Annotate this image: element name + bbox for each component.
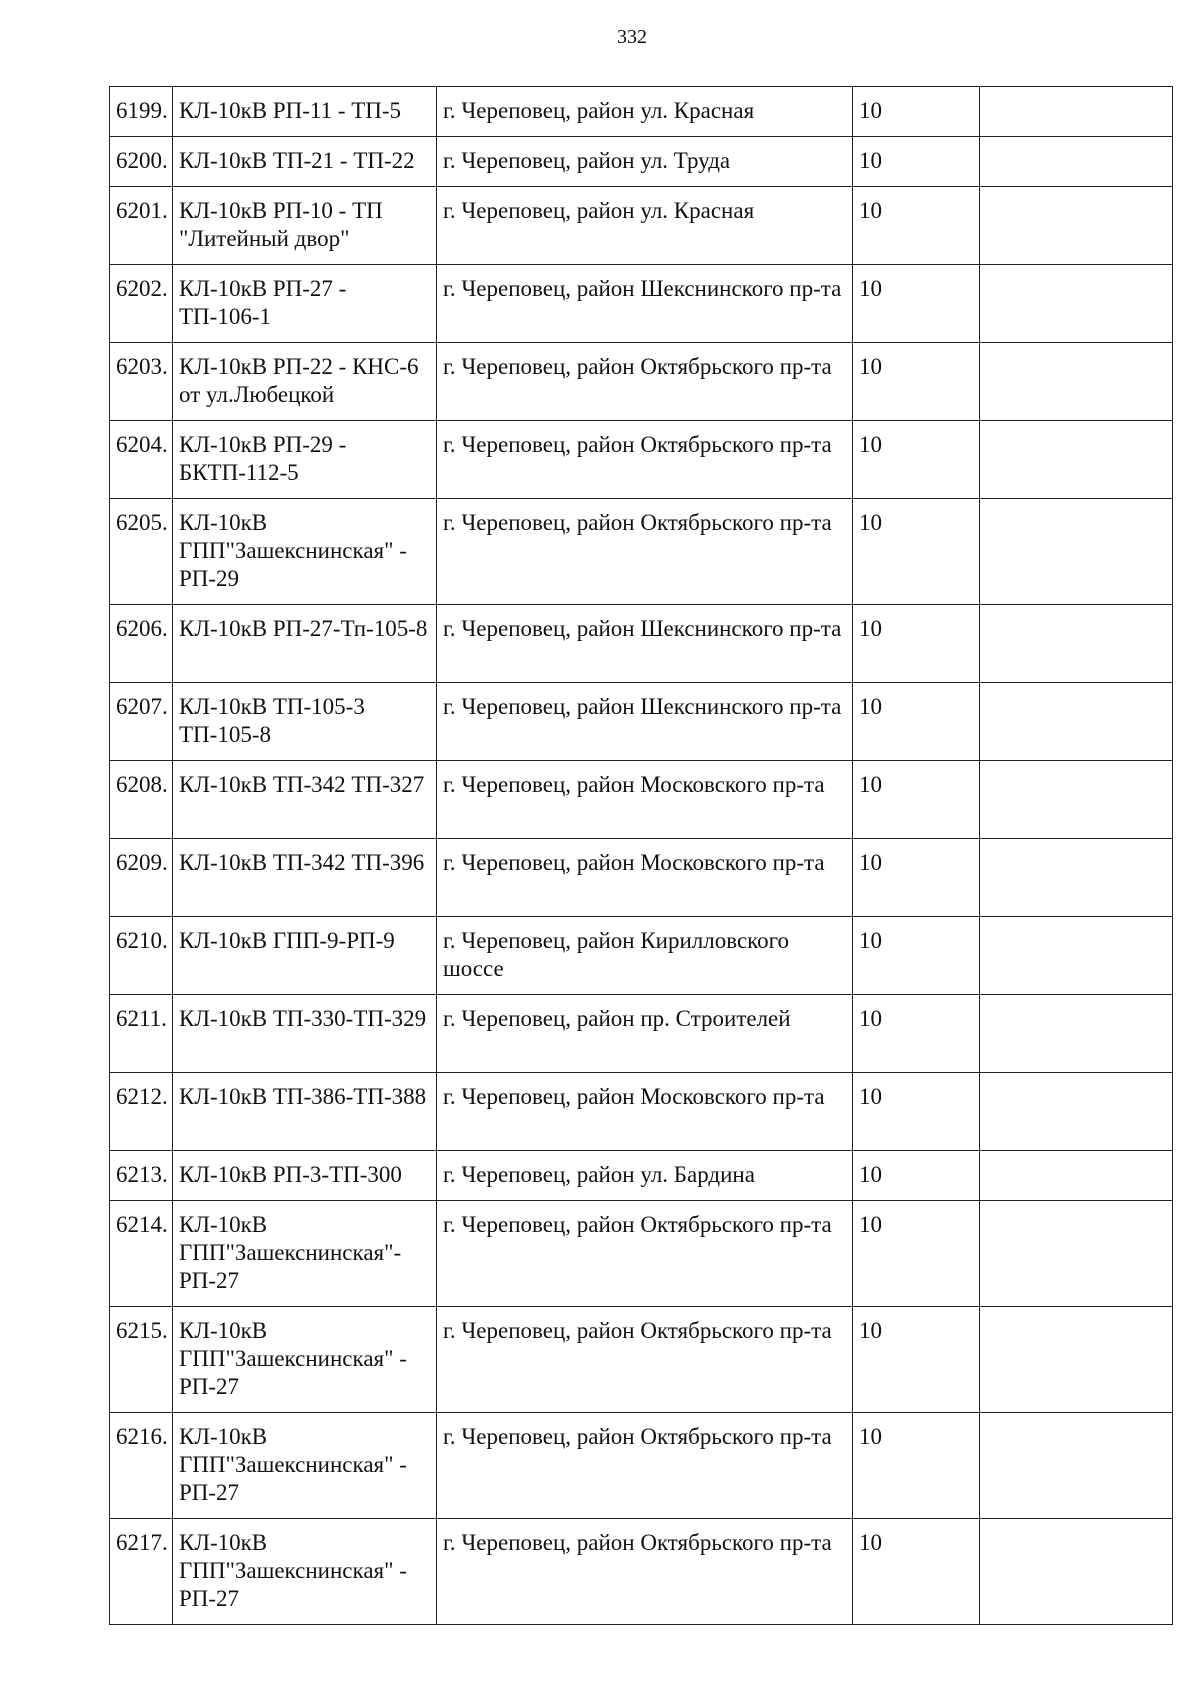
table-row bbox=[110, 839, 1173, 917]
row-number: 6203. bbox=[110, 343, 173, 421]
table-row bbox=[110, 87, 1173, 137]
line-location: г. Череповец, район Октябрьского пр-та bbox=[437, 1413, 853, 1519]
line-voltage: 10 bbox=[853, 187, 980, 265]
row-number: 6210. bbox=[110, 917, 173, 995]
line-name: КЛ-10кВ РП-11 - ТП-5 bbox=[173, 87, 437, 137]
line-name: КЛ-10кВ ТП-21 - ТП-22 bbox=[173, 137, 437, 187]
row-number: 6213. bbox=[110, 1151, 173, 1201]
extra-cell bbox=[980, 421, 1173, 499]
table-row bbox=[110, 1307, 1173, 1413]
row-number: 6207. bbox=[110, 683, 173, 761]
line-voltage: 10 bbox=[853, 1073, 980, 1151]
table-row bbox=[110, 1413, 1173, 1519]
line-location: г. Череповец, район ул. Бардина bbox=[437, 1151, 853, 1201]
table-body bbox=[110, 87, 1173, 1625]
row-number: 6214. bbox=[110, 1201, 173, 1307]
extra-cell bbox=[980, 605, 1173, 683]
line-voltage: 10 bbox=[853, 1307, 980, 1413]
line-name: КЛ-10кВ ГПП-9-РП-9 bbox=[173, 917, 437, 995]
table-row bbox=[110, 917, 1173, 995]
page-number: 332 bbox=[617, 26, 647, 48]
line-voltage: 10 bbox=[853, 995, 980, 1073]
extra-cell bbox=[980, 343, 1173, 421]
table-row bbox=[110, 343, 1173, 421]
line-name: КЛ-10кВ ТП-330-ТП-329 bbox=[173, 995, 437, 1073]
line-voltage: 10 bbox=[853, 605, 980, 683]
extra-cell bbox=[980, 917, 1173, 995]
line-voltage: 10 bbox=[853, 499, 980, 605]
table-row bbox=[110, 683, 1173, 761]
row-number: 6199. bbox=[110, 87, 173, 137]
line-name: КЛ-10кВ РП-27 - ТП-106-1 bbox=[173, 265, 437, 343]
line-voltage: 10 bbox=[853, 1201, 980, 1307]
row-number: 6200. bbox=[110, 137, 173, 187]
table-row bbox=[110, 421, 1173, 499]
line-name: КЛ-10кВ ГПП"Зашекснинская"-РП-27 bbox=[173, 1201, 437, 1307]
cable-line-table bbox=[109, 86, 1173, 1625]
line-location: г. Череповец, район Октябрьского пр-та bbox=[437, 1519, 853, 1625]
extra-cell bbox=[980, 137, 1173, 187]
line-name: КЛ-10кВ РП-29 - БКТП-112-5 bbox=[173, 421, 437, 499]
line-voltage: 10 bbox=[853, 917, 980, 995]
line-voltage: 10 bbox=[853, 265, 980, 343]
line-voltage: 10 bbox=[853, 683, 980, 761]
line-location: г. Череповец, район Октябрьского пр-та bbox=[437, 1307, 853, 1413]
extra-cell bbox=[980, 683, 1173, 761]
extra-cell bbox=[980, 995, 1173, 1073]
extra-cell bbox=[980, 87, 1173, 137]
line-location: г. Череповец, район ул. Красная bbox=[437, 87, 853, 137]
row-number: 6209. bbox=[110, 839, 173, 917]
line-location: г. Череповец, район Московского пр-та bbox=[437, 761, 853, 839]
table-row bbox=[110, 187, 1173, 265]
line-location: г. Череповец, район Шекснинского пр-та bbox=[437, 605, 853, 683]
line-location: г. Череповец, район Московского пр-та bbox=[437, 839, 853, 917]
row-number: 6204. bbox=[110, 421, 173, 499]
line-voltage: 10 bbox=[853, 761, 980, 839]
extra-cell bbox=[980, 839, 1173, 917]
line-name: КЛ-10кВ РП-22 - КНС-6 от ул.Любецкой bbox=[173, 343, 437, 421]
table-row bbox=[110, 605, 1173, 683]
extra-cell bbox=[980, 1413, 1173, 1519]
line-location: г. Череповец, район Октябрьского пр-та bbox=[437, 1201, 853, 1307]
line-location: г. Череповец, район Октябрьского пр-та bbox=[437, 343, 853, 421]
line-voltage: 10 bbox=[853, 343, 980, 421]
line-name: КЛ-10кВ РП-27-Тп-105-8 bbox=[173, 605, 437, 683]
line-location: г. Череповец, район ул. Красная bbox=[437, 187, 853, 265]
extra-cell bbox=[980, 265, 1173, 343]
line-name: КЛ-10кВ РП-3-ТП-300 bbox=[173, 1151, 437, 1201]
line-voltage: 10 bbox=[853, 1413, 980, 1519]
row-number: 6217. bbox=[110, 1519, 173, 1625]
line-voltage: 10 bbox=[853, 421, 980, 499]
line-name: КЛ-10кВ ГПП"Зашекснинская" - РП-29 bbox=[173, 499, 437, 605]
row-number: 6212. bbox=[110, 1073, 173, 1151]
extra-cell bbox=[980, 761, 1173, 839]
extra-cell bbox=[980, 1201, 1173, 1307]
row-number: 6208. bbox=[110, 761, 173, 839]
line-location: г. Череповец, район Московского пр-та bbox=[437, 1073, 853, 1151]
table-row bbox=[110, 1151, 1173, 1201]
row-number: 6202. bbox=[110, 265, 173, 343]
row-number: 6206. bbox=[110, 605, 173, 683]
row-number: 6216. bbox=[110, 1413, 173, 1519]
table-row bbox=[110, 1073, 1173, 1151]
table-row bbox=[110, 761, 1173, 839]
row-number: 6211. bbox=[110, 995, 173, 1073]
line-location: г. Череповец, район Шекснинского пр-та bbox=[437, 683, 853, 761]
extra-cell bbox=[980, 1519, 1173, 1625]
row-number: 6215. bbox=[110, 1307, 173, 1413]
extra-cell bbox=[980, 499, 1173, 605]
line-voltage: 10 bbox=[853, 137, 980, 187]
row-number: 6205. bbox=[110, 499, 173, 605]
line-location: г. Череповец, район Октябрьского пр-та bbox=[437, 499, 853, 605]
line-name: КЛ-10кВ ГПП"Зашекснинская" - РП-27 bbox=[173, 1413, 437, 1519]
line-name: КЛ-10кВ ТП-342 ТП-396 bbox=[173, 839, 437, 917]
line-location: г. Череповец, район Шекснинского пр-та bbox=[437, 265, 853, 343]
line-voltage: 10 bbox=[853, 839, 980, 917]
line-voltage: 10 bbox=[853, 87, 980, 137]
line-name: КЛ-10кВ ТП-342 ТП-327 bbox=[173, 761, 437, 839]
table-row bbox=[110, 1519, 1173, 1625]
line-name: КЛ-10кВ ТП-105-3 ТП-105-8 bbox=[173, 683, 437, 761]
line-location: г. Череповец, район пр. Строителей bbox=[437, 995, 853, 1073]
row-number: 6201. bbox=[110, 187, 173, 265]
line-name: КЛ-10кВ ГПП"Зашекснинская" - РП-27 bbox=[173, 1307, 437, 1413]
extra-cell bbox=[980, 1307, 1173, 1413]
table-row bbox=[110, 1201, 1173, 1307]
table-row bbox=[110, 265, 1173, 343]
line-name: КЛ-10кВ РП-10 - ТП "Литейный двор" bbox=[173, 187, 437, 265]
line-voltage: 10 bbox=[853, 1151, 980, 1201]
extra-cell bbox=[980, 1073, 1173, 1151]
line-location: г. Череповец, район ул. Труда bbox=[437, 137, 853, 187]
table-row bbox=[110, 499, 1173, 605]
line-location: г. Череповец, район Кирилловского шоссе bbox=[437, 917, 853, 995]
line-location: г. Череповец, район Октябрьского пр-та bbox=[437, 421, 853, 499]
extra-cell bbox=[980, 187, 1173, 265]
table-row bbox=[110, 995, 1173, 1073]
line-name: КЛ-10кВ ГПП"Зашекснинская" - РП-27 bbox=[173, 1519, 437, 1625]
line-name: КЛ-10кВ ТП-386-ТП-388 bbox=[173, 1073, 437, 1151]
table-row bbox=[110, 137, 1173, 187]
line-voltage: 10 bbox=[853, 1519, 980, 1625]
extra-cell bbox=[980, 1151, 1173, 1201]
